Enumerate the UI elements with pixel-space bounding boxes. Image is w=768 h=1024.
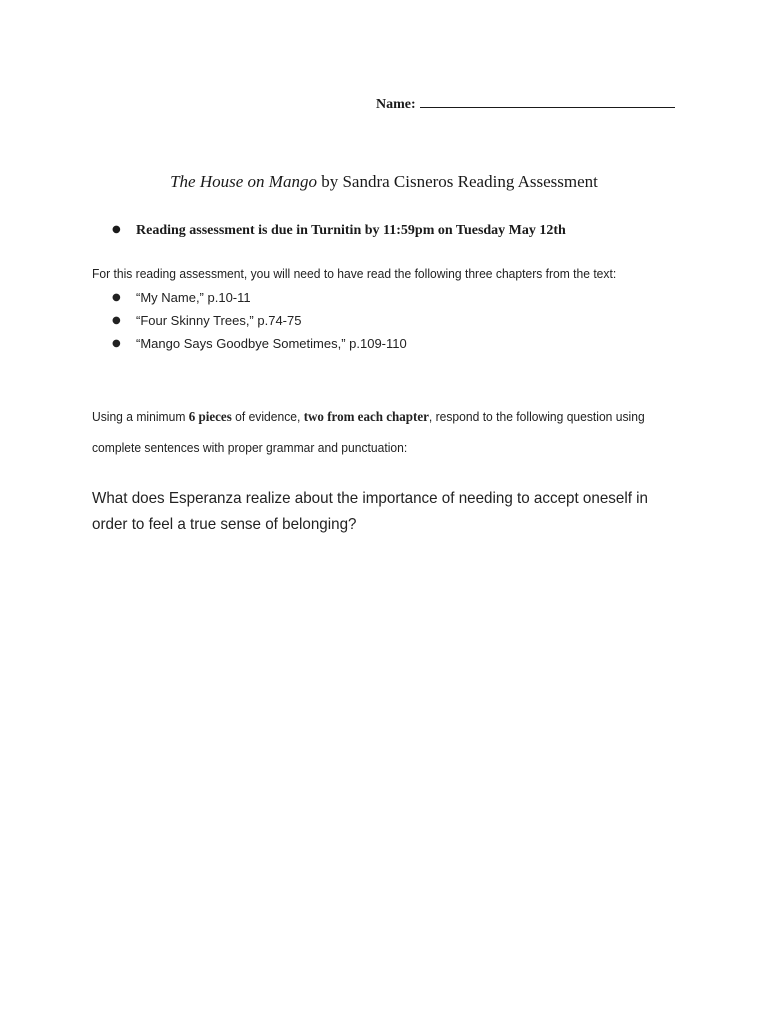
bullet-icon: ● [112, 224, 121, 235]
chapter-text: “Four Skinny Trees,” p.74-75 [136, 313, 302, 328]
chapter-item [112, 312, 407, 335]
bullet-icon: ● [112, 315, 121, 326]
name-label: Name: [376, 97, 416, 112]
due-note-item [112, 223, 566, 239]
chapter-list [112, 289, 407, 358]
instructions-paragraph [92, 402, 650, 463]
instructions-text: Using a minimum [92, 409, 189, 424]
name-blank-line [420, 93, 675, 108]
chapter-item [112, 335, 407, 358]
bullet-icon: ● [112, 338, 121, 349]
name-field [376, 93, 675, 113]
due-note-list [112, 223, 566, 239]
document-title [0, 172, 768, 192]
evidence-distribution: two from each chapter [303, 410, 429, 425]
chapter-text: “My Name,” p.10-11 [136, 290, 251, 305]
instructions-text: of evidence, [231, 409, 304, 424]
evidence-count: 6 pieces [188, 410, 232, 425]
assessment-question: What does Esperanza realize about the importance of needing to accept oneself in order to feel a true sense of belonging? [92, 490, 649, 533]
title-rest: by Sandra Cisneros Reading Assessment [316, 172, 598, 191]
intro-text: For this reading assessment, you will need to have read the following three chapters from the text: [92, 266, 617, 281]
instructions-text: , respond to the following question using complete sentences with proper grammar and punctuation: [92, 409, 645, 455]
book-title: The House on Mango [170, 172, 317, 191]
bullet-icon: ● [112, 292, 121, 303]
due-note-text: Reading assessment is due in Turnitin by 11:59pm on Tuesday May 12th [136, 223, 566, 238]
chapter-text: “Mango Says Goodbye Sometimes,” p.109-110 [136, 336, 407, 351]
chapter-item [112, 289, 407, 312]
